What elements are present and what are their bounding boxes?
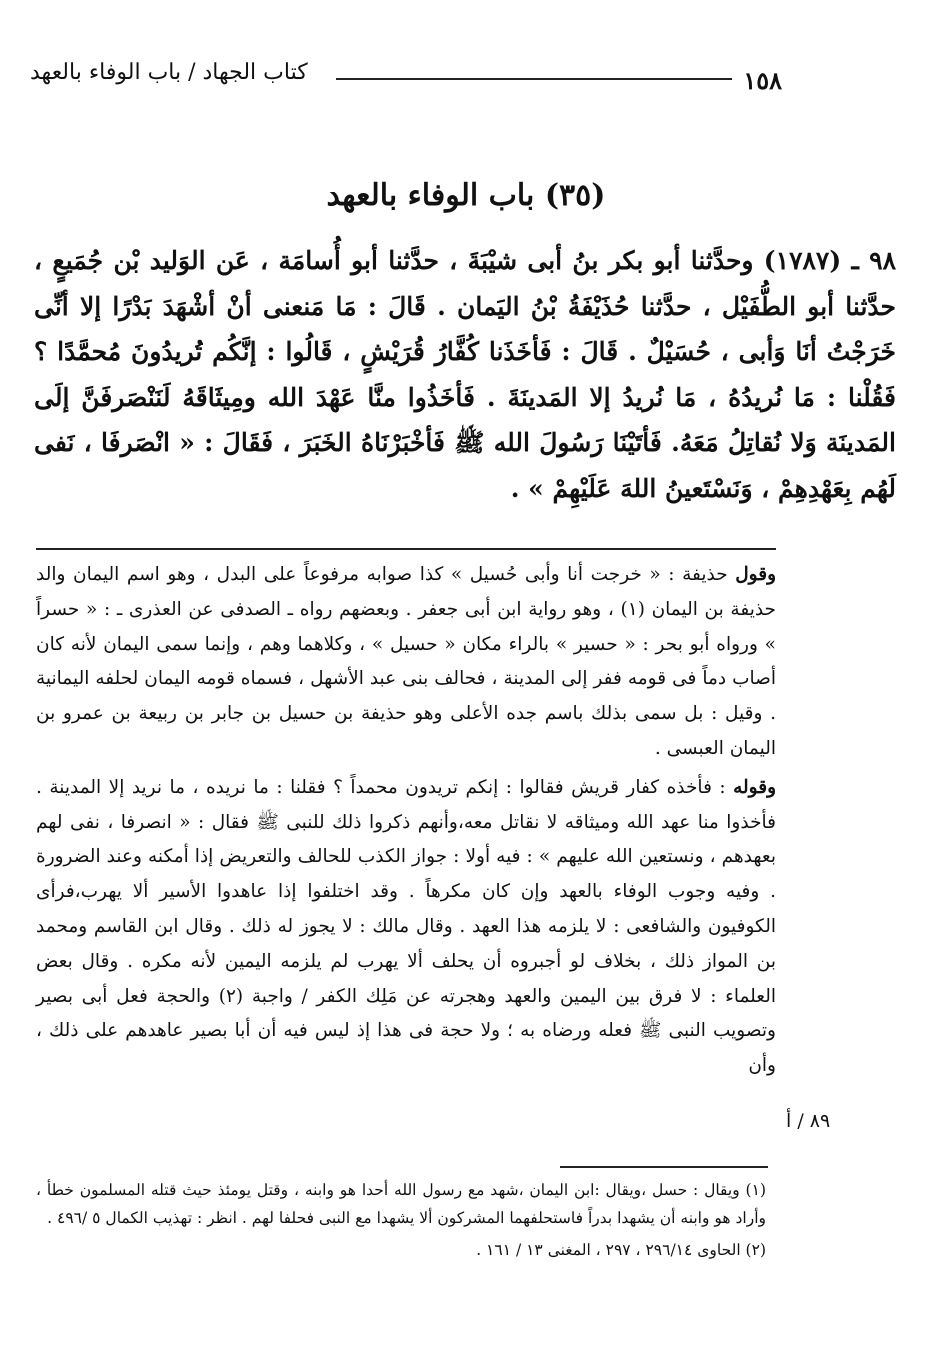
chapter-title: (٣٥) باب الوفاء بالعهد — [326, 178, 606, 213]
page-number: ١٥٨ — [743, 66, 782, 95]
manuscript-folio-reference: ٨٩ / أ — [786, 1110, 831, 1132]
section-divider — [36, 548, 776, 550]
footnotes — [36, 1176, 766, 1268]
commentary — [36, 558, 776, 1088]
commentary-paragraph-1 — [36, 558, 776, 767]
footnote-2: (٢) الحاوى ٢٩٦/١٤ ، ٢٩٧ ، المغنى ١٣ / ١٦١ . — [476, 1241, 766, 1259]
header-rule — [336, 78, 732, 80]
commentary-paragraph-2 — [36, 771, 776, 1084]
hadith-text: ٩٨ ـ (١٧٨٧) وحدَّثنا أبو بكر بنُ أبى شيْبَةَ ، حدَّثنا أبو أُسامَة ، عَن الوَليد بْن جُمَيعٍ ، حدَّثنا أبو الطُّفَيْل ، حدَّثنا حُذَيْفَةُ بْنُ اليَمان . قَالَ : مَا مَنعنى أنْ أشْهَدَ بَدْرًا إلا أنِّى خَرَجْتُ أنَا وَأبى ، حُسَيْلٌ . قَالَ : فَأخَذَنا كُفَّارُ قُرَيْشٍ ، قَالُوا : إنَّكُم تُريدُونَ مُحمَّدًا ؟ فَقُلْنا : مَا نُريدُهُ ، مَا نُريدُ إلا المَدينَةَ . فَأخَذُوا منَّا عَهْدَ الله ومِيثَاقَهُ لَنَنْصَرفَنَّ إلَى المَدينَة وَلا نُقاتِلُ مَعَهُ. فَأتَيْنَا رَسُولَ الله ﷺ فَأخْبَرْنَاهُ الخَبَرَ ، فَقَالَ : « انْصَرفَا ، نَفى لَهُم بِعَهْدِهِمْ ، وَنَسْتَعينُ اللهَ عَلَيْهِمْ » . — [34, 246, 896, 503]
footnote-1: (١) ويقال : حسل ،ويقال :ابن اليمان ،شهد مع رسول الله أحدا هو وابنه ، وقتل يومئذ حيث قتله المسلمون خطأ ، وأراد هو وابنه أن يشهدا بدراً فاستحلفهما المشركون ألا يشهدا مع النبى فحلفا لهم . انظر : تهذيب الكمال ٥ /٤٩٦ . — [36, 1181, 766, 1227]
commentary-text-1: حذيفة : « خرجت أنا وأبى حُسيل » كذا صوابه مرفوعاً على البدل ، وهو اسم اليمان والد حذيفة بن اليمان (١) ، وهو رواية ابن أبى جعفر . وبعضهم رواه ـ الصدفى عن العذرى ـ : « حسراً » ورواه أبو بحر : « حسير » بالراء مكان « حسيل » ، وكلاهما وهم ، وإنما سمى اليمان لأنه كان أصاب دماً فى قومه ففر إلى المدينة ، فحالف بنى عبد الأشهل ، فسماه قومه اليمان لحلفه اليمانية . وقيل : بل سمى بذلك باسم جده الأعلى وهو حذيفة بن حسيل بن جابر بن ربيعة بن عمرو بن اليمان العبسى . — [36, 564, 776, 759]
commentary-lead-1: وقول — [735, 564, 777, 585]
running-title: كتاب الجهاد / باب الوفاء بالعهد — [30, 60, 308, 85]
commentary-text-2: : فأخذه كفار قريش فقالوا : إنكم تريدون محمداً ؟ فقلنا : ما نريده ، ما نريد إلا المدينة . فأخذوا منا عهد الله وميثاقه لا نقاتل معه،وأنهم ذكروا ذلك للنبى ﷺ فقال : « انصرفا ، نفى لهم بعهدهم ، ونستعين الله عليهم » : فيه أولا : جواز الكذب للحالف والتعريض إذا أمكنه وعند الضرورة . وفيه وجوب الوفاء بالعهد وإن كان مكرهاً . وقد اختلفوا إذا عاهدوا الأسير ألا يهرب،فرأى الكوفيون والشافعى : لا يلزمه هذا العهد . وقال مالك : لا يجوز له ذلك . وقال ابن القاسم ومحمد بن المواز ذلك ، بخلاف لو أجبروه أن يحلف ألا يهرب لم يلزمه اليمين لأنه مكره . وقال بعض العلماء : لا فرق بين اليمين والعهد وهجرته عن مَلِك الكفر / واجبة (٢) والحجة فعل أبى بصير وتصويب النبى ﷺ فعله ورضاه به ؛ ولا حجة فى هذا إذ ليس فيه أن أبا بصير عاهدهم على ذلك ، وأن — [36, 776, 776, 1077]
commentary-lead-2: وقوله — [733, 776, 776, 798]
footnote-rule — [560, 1166, 768, 1168]
